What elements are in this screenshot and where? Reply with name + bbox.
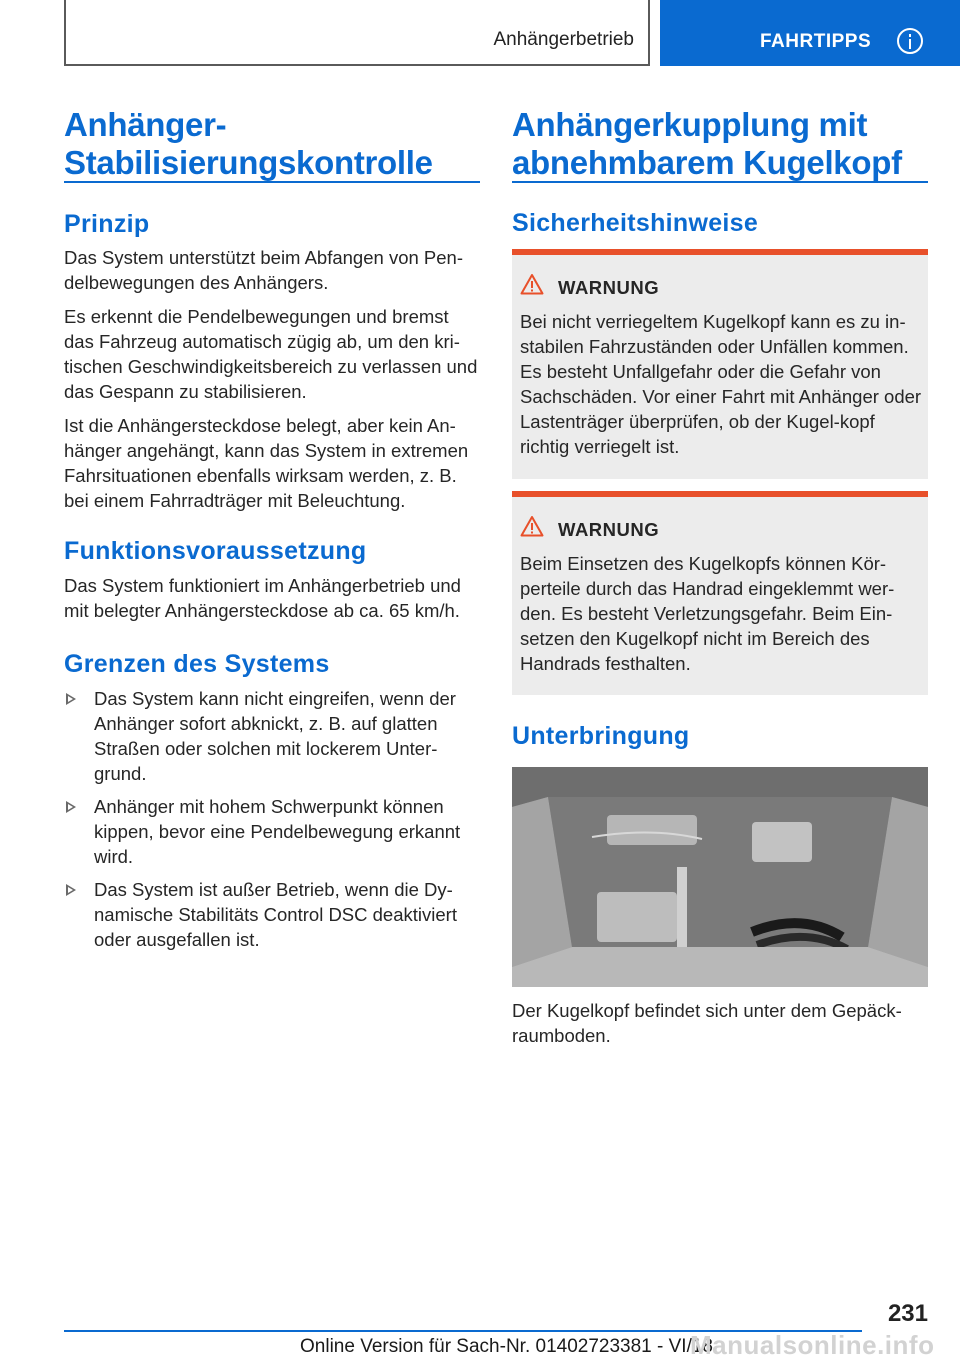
prinzip-paragraph-1: Das System unterstützt beim Abfangen von Pen-delbewegungen des Anhängers. xyxy=(64,247,463,293)
bullet-triangle-icon xyxy=(66,884,76,896)
list-item-text: Anhänger mit hohem Schwerpunkt können kippen, bevor eine Pendelbewegung erkannt wird. xyxy=(94,796,461,867)
funktion-paragraph: Das System funktioniert im Anhängerbetrieb und mit belegter Anhängersteckdose ab ca. 65 km/h. xyxy=(64,575,461,621)
grenzen-heading: Grenzen des Systems xyxy=(64,650,330,678)
photo-caption: Der Kugelkopf befindet sich unter dem Gepäck-raumboden. xyxy=(512,1000,902,1046)
left-page-title xyxy=(64,106,484,182)
warning-triangle-icon xyxy=(520,273,544,295)
sicherheit-heading: Sicherheitshinweise xyxy=(512,209,759,237)
left-title-line2: Stabilisierungskontrolle xyxy=(64,144,433,181)
footer-online-version: Online Version für Sach-Nr. 01402723381 - VI/18 xyxy=(300,1336,713,1357)
prinzip-paragraph-2: Es erkennt die Pendelbewegungen und bremst das Fahrzeug automatisch zügig ab, um den kri-tischen Geschwindigkeitsbereich zu verlassen und das Gespann zu stabilisieren. xyxy=(64,306,478,402)
warning-text: Beim Einsetzen des Kugelkopfs können Kör-perteile durch das Handrad eingeklemmt wer-den. Es besteht Verletzungsgefahr. Beim Ein-setzen den Kugelkopf nicht im Bereich des Handrads festhalten. xyxy=(520,553,895,674)
page-number: 231 xyxy=(887,1300,928,1327)
warning-text: Bei nicht verriegeltem Kugelkopf kann es zu in-stabilen Fahrzuständen oder Unfällen kommen. Es besteht Unfallgefahr oder die Gefahr von Sachschäden. Vor einer Fahrt mit Anhänger oder Lastenträger überprüfen, ob der Kugel-kopf richtig verriegelt ist. xyxy=(520,311,922,457)
unterbringung-heading: Unterbringung xyxy=(512,722,690,750)
list-item xyxy=(64,686,484,786)
prinzip-heading: Prinzip xyxy=(64,210,150,238)
right-title-rule xyxy=(512,181,928,183)
left-title-rule xyxy=(64,181,480,183)
warning-box xyxy=(512,249,928,479)
footer-watermark: Manualsonline.info xyxy=(690,1330,935,1360)
warning-title: WARNUNG xyxy=(558,519,660,540)
header-chapter-tab[interactable] xyxy=(660,0,960,66)
warning-title: WARNUNG xyxy=(558,277,660,298)
header-section-title: Anhängerbetrieb xyxy=(493,29,634,50)
bullet-triangle-icon xyxy=(66,801,76,813)
header-section-box xyxy=(64,0,650,66)
right-title-line1: Anhängerkupplung mit xyxy=(512,106,868,143)
trunk-storage-photo xyxy=(512,767,928,987)
bullet-triangle-icon xyxy=(66,693,76,705)
list-item-text: Das System ist außer Betrieb, wenn die Dy-namische Stabilitäts Control DSC deaktiviert oder ausgefallen ist. xyxy=(94,879,457,950)
prinzip-paragraph-3: Ist die Anhängersteckdose belegt, aber kein An-hänger angehängt, kann das System in extremen Fahrsituationen ebenfalls wirksam werden, z. B. bei einem Fahrradträger mit Beleuchtung. xyxy=(64,415,469,511)
right-page-title xyxy=(512,106,942,182)
chapter-tab-label: FAHRTIPPS xyxy=(760,31,872,52)
warning-box xyxy=(512,491,928,695)
info-icon xyxy=(897,28,923,54)
right-title-line2: abnehmbarem Kugelkopf xyxy=(512,144,902,181)
list-item xyxy=(64,877,484,952)
list-item xyxy=(64,794,484,869)
funktion-heading: Funktionsvoraussetzung xyxy=(64,537,367,565)
list-item-text: Das System kann nicht eingreifen, wenn der Anhänger sofort abknickt, z. B. auf glatten Straßen oder solchen mit lockerem Unter-grund. xyxy=(94,688,456,784)
warning-triangle-icon xyxy=(520,515,544,537)
left-title-line1: Anhänger- xyxy=(64,106,227,143)
